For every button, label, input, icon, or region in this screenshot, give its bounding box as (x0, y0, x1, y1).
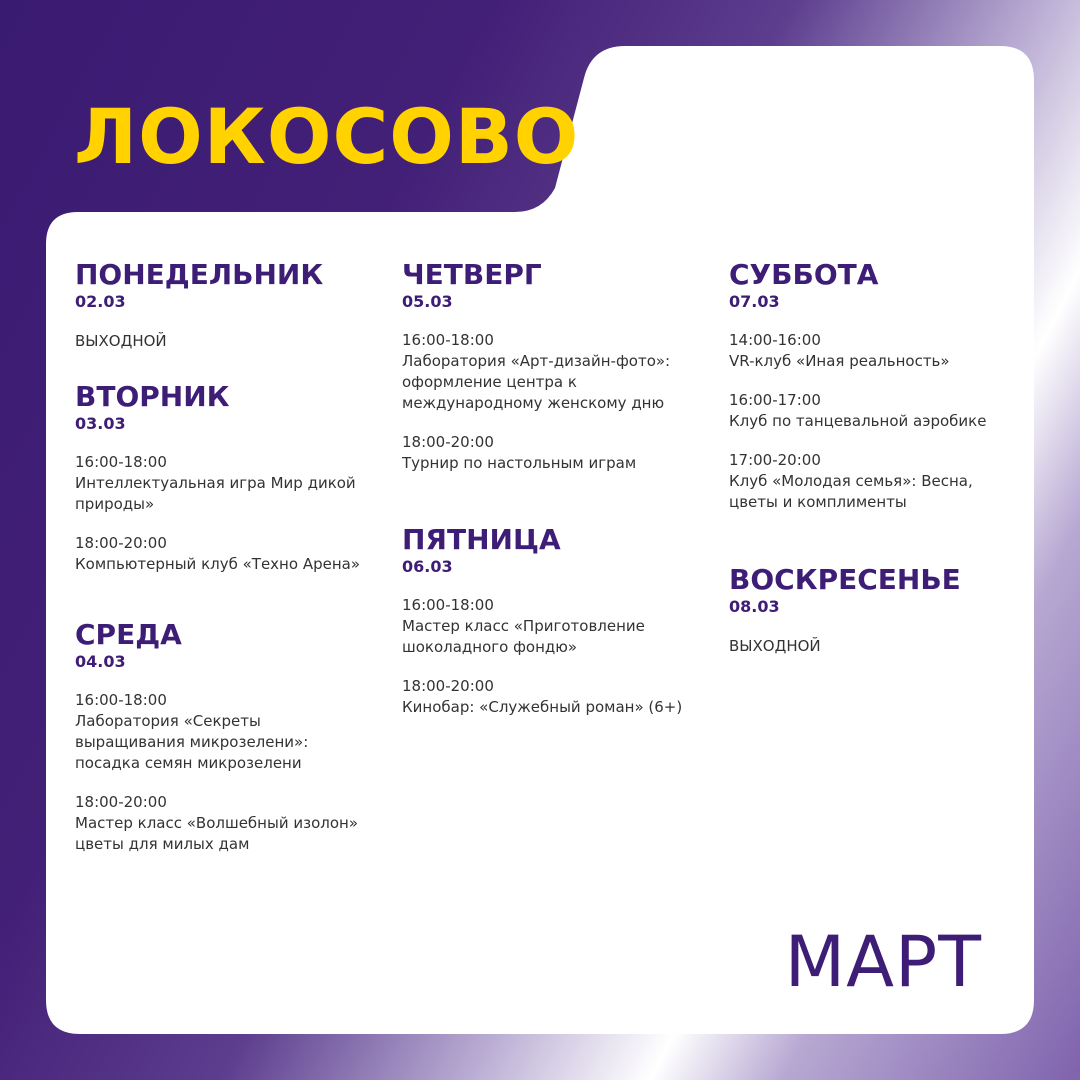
event-title: Клуб по танцевальной аэробике (729, 412, 987, 430)
day-thursday (402, 258, 692, 474)
event-title: Мастер класс «Волшебный изолон» цветы для милых дам (75, 814, 358, 853)
day-monday (75, 258, 365, 352)
event-time: 18:00-20:00 (402, 433, 494, 451)
day-friday (402, 523, 692, 718)
day-date: 07.03 (729, 292, 780, 311)
event-item (729, 390, 1019, 432)
event-time: 14:00-16:00 (729, 331, 821, 349)
event-title: Лаборатория «Арт-дизайн-фото»: оформление центра к международному женскому дню (402, 352, 671, 412)
schedule-column-1 (75, 258, 365, 855)
day-date: 06.03 (402, 557, 453, 576)
event-time: 16:00-18:00 (402, 331, 494, 349)
event-time: 16:00-18:00 (75, 691, 167, 709)
day-date: 05.03 (402, 292, 453, 311)
event-item (402, 330, 692, 414)
day-date: 08.03 (729, 597, 780, 616)
event-item (75, 690, 365, 774)
day-date: 03.03 (75, 414, 126, 433)
day-name: ЧЕТВЕРГ (402, 258, 542, 291)
day-saturday (729, 258, 1019, 513)
event-title: Клуб «Молодая семья»: Весна, цветы и комплименты (729, 472, 973, 511)
day-tuesday (75, 380, 365, 575)
day-name: ПЯТНИЦА (402, 523, 561, 556)
day-sunday (729, 563, 1019, 657)
event-time: 18:00-20:00 (75, 793, 167, 811)
event-item (402, 595, 692, 658)
event-item (402, 432, 692, 474)
day-name: ВОСКРЕСЕНЬЕ (729, 563, 961, 596)
event-title: Турнир по настольным играм (402, 454, 637, 472)
event-item (729, 450, 1019, 513)
day-name: ВТОРНИК (75, 380, 230, 413)
day-date: 02.03 (75, 292, 126, 311)
schedule-column-3 (729, 258, 1019, 657)
event-time: 16:00-18:00 (402, 596, 494, 614)
event-time: 17:00-20:00 (729, 451, 821, 469)
event-time: 18:00-20:00 (402, 677, 494, 695)
event-time: 16:00-17:00 (729, 391, 821, 409)
schedule-column-2 (402, 258, 692, 718)
event-title: VR-клуб «Иная реальность» (729, 352, 950, 370)
event-item (75, 452, 365, 515)
event-title: Интеллектуальная игра Мир дикой природы» (75, 474, 356, 513)
day-wednesday (75, 618, 365, 855)
day-name: ПОНЕДЕЛЬНИК (75, 258, 324, 291)
event-title: Мастер класс «Приготовление шоколадного фондю» (402, 617, 645, 656)
event-title: Лаборатория «Секреты выращивания микрозелени»: посадка семян микрозелени (75, 712, 309, 772)
event-time: 16:00-18:00 (75, 453, 167, 471)
event-item (75, 533, 365, 575)
event-item (75, 792, 365, 855)
day-date: 04.03 (75, 652, 126, 671)
day-off-label: ВЫХОДНОЙ (729, 637, 821, 655)
day-off-label: ВЫХОДНОЙ (75, 332, 167, 350)
month-label: МАРТ (784, 921, 982, 1003)
event-time: 18:00-20:00 (75, 534, 167, 552)
day-name: СУББОТА (729, 258, 879, 291)
day-name: СРЕДА (75, 618, 182, 651)
city-title: ЛОКОСОВО (74, 92, 580, 181)
event-title: Кинобар: «Служебный роман» (6+) (402, 698, 683, 716)
event-item (729, 330, 1019, 372)
event-item (402, 676, 692, 718)
event-title: Компьютерный клуб «Техно Арена» (75, 555, 360, 573)
